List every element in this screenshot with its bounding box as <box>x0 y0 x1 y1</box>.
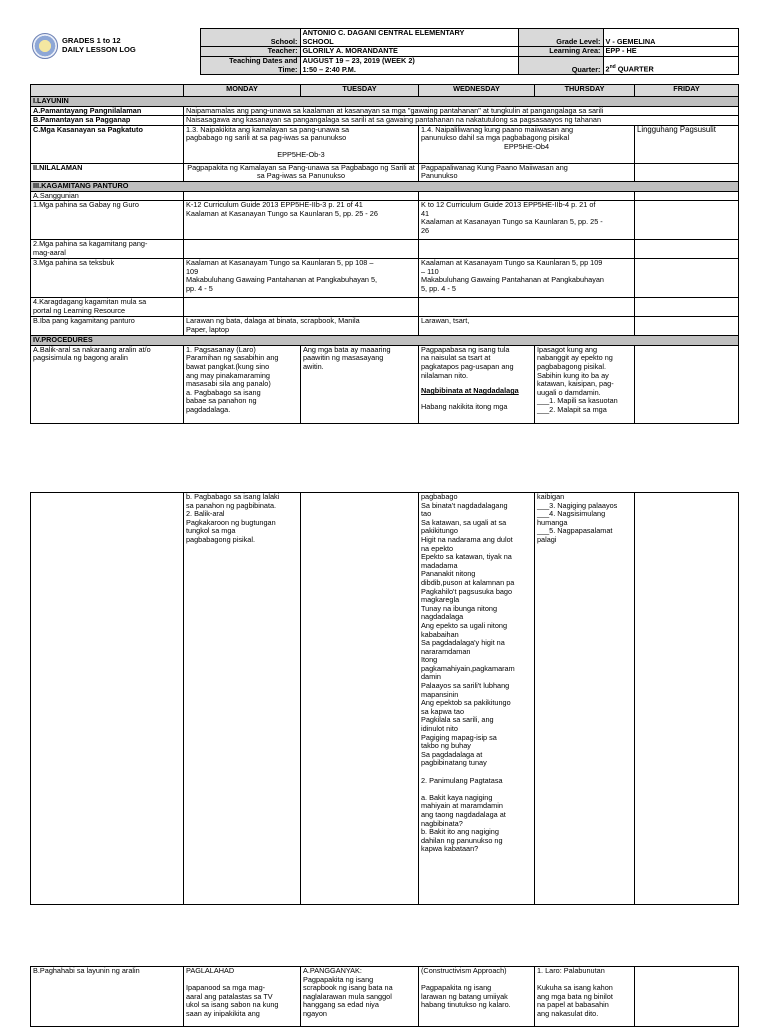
nilalaman-label: II.NILALAMAN <box>31 163 184 181</box>
iba-fri <box>635 317 739 336</box>
teksbuk-label: 3.Mga pahina sa teksbuk <box>31 259 184 298</box>
continuation-table <box>30 492 739 905</box>
deped-seal-icon <box>32 33 58 59</box>
paghahabi-table <box>30 966 739 1027</box>
karagdagang-wed <box>419 298 635 317</box>
balik-tue: Ang mga bata ay maaaring paawitin ng masasayang awitin. <box>301 345 419 423</box>
p2-thu: kaibigan ___3. Nagiging palaayos ___4. Nagsisimulang humanga ___5. Nagpapasalamat palagi <box>535 493 635 905</box>
karagdagang-label: 4.Karagdagang kagamitan mula sa portal ng Learning Resource <box>31 298 184 317</box>
karagdagang-fri <box>635 298 739 317</box>
p2-wed: pagbabago Sa binata't nagdadalagang tao Sa katawan, sa ugali at sa pakikitungo Higit na nadarama ang dulot na epekto Epekto sa katawan, tiyak na madadama Pananakit nitong dibdib,puson at kalamnan pa Pagkahilo't pagsusuka bago magkaregla Tunay na ibunga nitong nagdadalaga Ang epekto sa ugali nitong kababaihan Sa pagdadalaga'y higit na nararamdaman Itong pagkamahiyain,pagkamaram damin Palaayos sa sarili't lubhang mapansinin Ang epektob sa pakikitungo sa kapwa tao Pagkilala sa sarili, ang idinulot nito Pagiging mapag-isip sa takbo ng buhay Sa pagdadalaga at pagbibinatang tunay 2. Panimulang Pagtatasa a. Bakit kaya nagiging mahiyain at maramdamin ang taong nagdadalaga at nagbibinata? b. Bakit ito ang nagiging dahilan ng panunukso ng kapwa kabataan? <box>419 493 535 905</box>
pagganap-value: Naisasagawa ang kasanayan sa pangangalaga sa sarili at sa gawaing pantahanan na nakatutulong sa pagsasaayos ng tahanan <box>184 116 739 126</box>
balik-thu: Ipasagot kung ang nabanggit ay epekto ng pagbabagong pisikal. Sabihin kung ito ba ay katawan, kaisipan, pag- uugali o damdamin. ___1. Mapili sa kasuotan ___2. Malapit sa mga <box>535 345 635 423</box>
balik-label: A.Balik-aral sa nakaraang aralin at/o pagsisimula ng bagong aralin <box>31 345 184 423</box>
dates-value: AUGUST 19 – 23, 2019 (WEEK 2) 1:50 – 2:40 P.M. <box>300 57 518 75</box>
paghahabi-wed: (Constructivism Approach) Pagpapakita ng isang larawan ng batang umiiyak habang tinutukso ng kalaro. <box>419 967 535 1027</box>
balik-wed: Pagpapabasa ng isang tula na naisulat sa tsart at pagkatapos pag-usapan ang nilalaman nito. Nagbibinata at Nagdadalaga Habang nakikita itong mga <box>419 345 535 423</box>
balik-mon: 1. Pagsasanay (Laro) Paramihan ng sasabihin ang bawat pangkat.(kung sino ang may pinakamaraming masasabi sila ang panalo) a. Pagbabago sa isang babae sa panahon ng pagdadalaga. <box>184 345 301 423</box>
teksbuk-wed: Kaalaman at Kasanayam Tungo sa Kaunlaran 5, pp 109 – 110 Makabuluhang Gawaing Pantahanan at Pangkabuhayan 5, pp. 4 - 5 <box>419 259 635 298</box>
kasanayan-label: C.Mga Kasanayan sa Pagkatuto <box>31 125 184 163</box>
sanggunian-label: A.Sanggunian <box>31 191 184 201</box>
day-wednesday: WEDNESDAY <box>419 85 535 97</box>
kagamitang-fri <box>635 240 739 259</box>
kasanayan-wed: 1.4. Naipaliliwanag kung paano maiiwasan ang panunukso dahil sa mga pagbabagong pisikal EPP5HE-Ob4 <box>419 125 635 163</box>
blank-header-cell <box>31 85 184 97</box>
school-value: ANTONIO C. DAGANI CENTRAL ELEMENTARY SCHOOL <box>300 29 518 47</box>
paghahabi-label: B.Paghahabi sa layunin ng aralin <box>31 967 184 1027</box>
kagamitang-wed <box>419 240 635 259</box>
paghahabi-fri <box>635 967 739 1027</box>
paghahabi-mon: PAGLALAHAD Ipapanood sa mga mag- aaral ang patalastas sa TV ukol sa isang sabon na kung saan ay inipakikita ang <box>184 967 301 1027</box>
kagamitang-mon <box>184 240 419 259</box>
sanggunian-mon <box>184 191 419 201</box>
pamantayang-label: A.Pamantayang Pangnilalaman <box>31 106 184 116</box>
grade-value: V - GEMELINA <box>603 29 738 47</box>
title-line1: GRADES 1 to 12 <box>62 35 121 45</box>
p2-fri <box>635 493 739 905</box>
day-tuesday: TUESDAY <box>301 85 419 97</box>
section-procedures: IV.PROCEDURES <box>31 336 739 346</box>
teacher-label: Teacher: <box>200 47 300 57</box>
sanggunian-wed <box>419 191 635 201</box>
teksbuk-mon: Kaalaman at Kasanayam Tungo sa Kaunlaran 5, pp 108 – 109 Makabuluhang Gawaing Pantahanan at Pangkabuhayan 5, pp. 4 - 5 <box>184 259 419 298</box>
nilalaman-fri <box>635 163 739 181</box>
grade-label: Grade Level: <box>518 29 603 47</box>
teacher-value: GLORILY A. MORANDANTE <box>300 47 518 57</box>
nilalaman-mon: Pagpapakita ng Kamalayan sa Pang-unawa sa Pagbabago ng Sarili at sa Pag-iwas sa Panunukso <box>184 163 419 181</box>
p2-tue <box>301 493 419 905</box>
kagamitang-label: 2.Mga pahina sa kagamitang pang- mag-aaral <box>31 240 184 259</box>
dates-label: Teaching Dates and Time: <box>200 57 300 75</box>
iba-label: B.Iba pang kagamitang panturo <box>31 317 184 336</box>
gabay-fri <box>635 201 739 240</box>
paghahabi-thu: 1. Laro: Palabunutan Kukuha sa isang kahon ang mga bata ng binilot na papel at babasahin ang nakasulat dito. <box>535 967 635 1027</box>
day-friday: FRIDAY <box>635 85 739 97</box>
kasanayan-fri: Lingguhang Pagsusulit <box>635 125 739 163</box>
kasanayan-mon: 1.3. Naipakikita ang kamalayan sa pang-unawa sa pagbabago ng sarili at sa pag-iwas sa panunukso EPP5HE-Ob-3 <box>184 125 419 163</box>
day-thursday: THURSDAY <box>535 85 635 97</box>
section-layunin: I.LAYUNIN <box>31 97 739 107</box>
header-table <box>30 28 739 75</box>
pagganap-label: B.Pamantayan sa Pagganap <box>31 116 184 126</box>
quarter-label: Quarter: <box>518 57 603 75</box>
iba-mon: Larawan ng bata, dalaga at binata, scrapbook, Manila Paper, laptop <box>184 317 419 336</box>
p2-label <box>31 493 184 905</box>
day-monday: MONDAY <box>184 85 301 97</box>
area-label: Learning Area: <box>518 47 603 57</box>
quarter-value: 2nd QUARTER <box>603 57 738 75</box>
title-block <box>30 29 200 75</box>
p2-mon: b. Pagbabago sa isang lalaki sa panahon ng pagbibinata. 2. Balik-aral Pagkakaroon ng bugtungan tungkol sa mga pagbabagong pisikal. <box>184 493 301 905</box>
nilalaman-wed: Pagpapaliwanag Kung Paano Maiiwasan ang Panunukso <box>419 163 635 181</box>
gabay-label: 1.Mga pahina sa Gabay ng Guro <box>31 201 184 240</box>
karagdagang-mon <box>184 298 419 317</box>
paghahabi-tue: A.PANGGANYAK: Pagpapakita ng isang scrapbook ng isang bata na naglalarawan mula sanggol hanggang sa edad niya ngayon <box>301 967 419 1027</box>
area-value: EPP - HE <box>603 47 738 57</box>
lesson-log-table <box>30 84 739 424</box>
iba-wed: Larawan, tsart, <box>419 317 635 336</box>
section-kagamitan: III.KAGAMITANG PANTURO <box>31 181 739 191</box>
title-line2: DAILY LESSON LOG <box>62 44 136 54</box>
balik-fri <box>635 345 739 423</box>
teksbuk-fri <box>635 259 739 298</box>
pamantayang-value: Naipamamalas ang pang-unawa sa kaalaman at kasanayan sa mga "gawaing pantahanan" at tungkulin at pangangalaga sa sarili <box>184 106 739 116</box>
sanggunian-fri <box>635 191 739 201</box>
gabay-wed: K to 12 Curriculum Guide 2013 EPP5HE-IIb-4 p. 21 of 41 Kaalaman at Kasanayan Tungo sa Kaunlaran 5, pp. 25 - 26 <box>419 201 635 240</box>
school-label: School: <box>200 29 300 47</box>
gabay-mon: K-12 Curriculum Guide 2013 EPP5HE-IIb-3 p. 21 of 41 Kaalaman at Kasanayan Tungo sa Kaunlaran 5, pp. 25 - 26 <box>184 201 419 240</box>
